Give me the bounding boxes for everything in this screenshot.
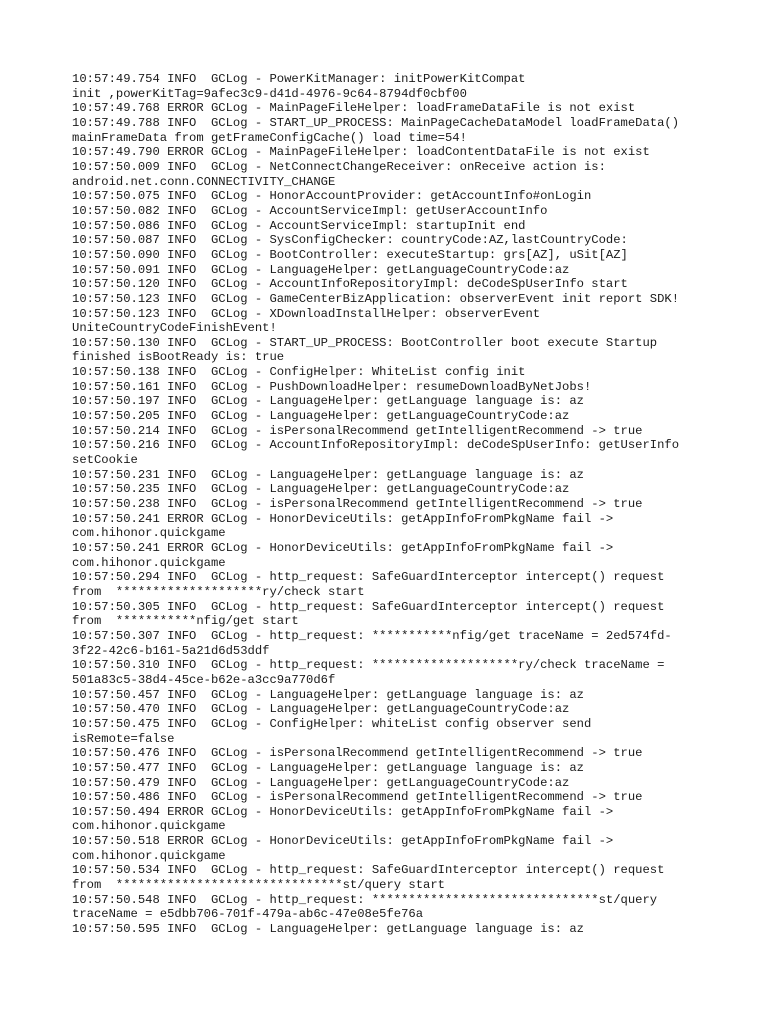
log-line: 10:57:50.205 INFO GCLog - LanguageHelper: getLanguageCountryCode:az bbox=[72, 409, 570, 424]
log-line: 10:57:50.075 INFO GCLog - HonorAccountProvider: getAccountInfo#onLogin bbox=[72, 189, 592, 204]
log-line: 10:57:50.494 ERROR GCLog - HonorDeviceUtils: getAppInfoFromPkgName fail -> bbox=[72, 804, 614, 819]
log-line: 10:57:50.294 INFO GCLog - http_request: SafeGuardInterceptor intercept() request bbox=[72, 570, 665, 585]
log-line: setCookie bbox=[72, 453, 138, 468]
log-line: 10:57:50.310 INFO GCLog - http_request: ********************ry/check traceName = bbox=[72, 658, 665, 673]
log-line: 10:57:50.241 ERROR GCLog - HonorDeviceUtils: getAppInfoFromPkgName fail -> bbox=[72, 511, 614, 526]
log-line: 10:57:50.216 INFO GCLog - AccountInfoRepositoryImpl: deCodeSpUserInfo: getUserInfo bbox=[72, 438, 680, 453]
log-line: 10:57:50.086 INFO GCLog - AccountServiceImpl: startupInit end bbox=[72, 218, 526, 233]
log-text bbox=[72, 72, 732, 937]
log-line: 10:57:49.788 INFO GCLog - START_UP_PROCESS: MainPageCacheDataModel loadFrameData() bbox=[72, 115, 680, 130]
log-line: 10:57:50.595 INFO GCLog - LanguageHelper: getLanguage language is: az bbox=[72, 922, 584, 937]
log-line: 10:57:50.090 INFO GCLog - BootController: executeStartup: grs[AZ], uSit[AZ] bbox=[72, 247, 628, 262]
log-line: 10:57:49.754 INFO GCLog - PowerKitManager: initPowerKitCompat bbox=[72, 72, 526, 86]
log-line: 10:57:50.470 INFO GCLog - LanguageHelper: getLanguageCountryCode:az bbox=[72, 702, 570, 717]
log-line: isRemote=false bbox=[72, 731, 175, 746]
log-line: 10:57:49.768 ERROR GCLog - MainPageFileHelper: loadFrameDataFile is not exist bbox=[72, 101, 636, 116]
log-document bbox=[72, 72, 732, 937]
log-line: 10:57:50.476 INFO GCLog - isPersonalRecommend getIntelligentRecommend -> true bbox=[72, 746, 643, 761]
log-line: com.hihonor.quickgame bbox=[72, 819, 226, 834]
log-line: android.net.conn.CONNECTIVITY_CHANGE bbox=[72, 174, 336, 189]
log-line: 10:57:50.161 INFO GCLog - PushDownloadHelper: resumeDownloadByNetJobs! bbox=[72, 379, 592, 394]
log-line: 10:57:50.307 INFO GCLog - http_request: ***********nfig/get traceName = 2ed574fd- bbox=[72, 628, 672, 643]
log-line: from *******************************st/query start bbox=[72, 878, 445, 893]
log-line: 10:57:50.231 INFO GCLog - LanguageHelper: getLanguage language is: az bbox=[72, 467, 584, 482]
log-line: 10:57:50.082 INFO GCLog - AccountServiceImpl: getUserAccountInfo bbox=[72, 203, 548, 218]
log-line: 10:57:50.197 INFO GCLog - LanguageHelper: getLanguage language is: az bbox=[72, 394, 584, 409]
log-line: 10:57:50.479 INFO GCLog - LanguageHelper: getLanguageCountryCode:az bbox=[72, 775, 570, 790]
log-line: UniteCountryCodeFinishEvent! bbox=[72, 321, 277, 336]
log-line: 10:57:50.009 INFO GCLog - NetConnectChangeReceiver: onReceive action is: bbox=[72, 159, 606, 174]
log-line: 10:57:50.123 INFO GCLog - XDownloadInstallHelper: observerEvent bbox=[72, 306, 541, 321]
log-line: init ,powerKitTag=9afec3c9-d41d-4976-9c64-8794df0cbf00 bbox=[72, 86, 467, 101]
log-line: 10:57:50.486 INFO GCLog - isPersonalRecommend getIntelligentRecommend -> true bbox=[72, 790, 643, 805]
log-line: 10:57:50.235 INFO GCLog - LanguageHelper: getLanguageCountryCode:az bbox=[72, 482, 570, 497]
log-line: com.hihonor.quickgame bbox=[72, 526, 226, 541]
log-line: 10:57:50.214 INFO GCLog - isPersonalRecommend getIntelligentRecommend -> true bbox=[72, 423, 643, 438]
log-line: 3f22-42c6-b161-5a21d6d53ddf bbox=[72, 643, 270, 658]
log-line: 10:57:50.534 INFO GCLog - http_request: SafeGuardInterceptor intercept() request bbox=[72, 863, 665, 878]
log-line: 10:57:50.138 INFO GCLog - ConfigHelper: WhiteList config init bbox=[72, 365, 526, 380]
log-line: mainFrameData from getFrameConfigCache() load time=54! bbox=[72, 130, 467, 145]
log-line: 10:57:50.238 INFO GCLog - isPersonalRecommend getIntelligentRecommend -> true bbox=[72, 497, 643, 512]
log-line: finished isBootReady is: true bbox=[72, 350, 285, 365]
log-line: 10:57:50.123 INFO GCLog - GameCenterBizApplication: observerEvent init report SDK! bbox=[72, 291, 680, 306]
log-line: from ********************ry/check start bbox=[72, 584, 365, 599]
log-line: 10:57:50.120 INFO GCLog - AccountInfoRepositoryImpl: deCodeSpUserInfo start bbox=[72, 277, 628, 292]
log-line: 10:57:50.548 INFO GCLog - http_request: *******************************st/query bbox=[72, 892, 658, 907]
log-line: 10:57:50.305 INFO GCLog - http_request: SafeGuardInterceptor intercept() request bbox=[72, 599, 665, 614]
log-line: 10:57:50.457 INFO GCLog - LanguageHelper: getLanguage language is: az bbox=[72, 687, 584, 702]
log-line: from ***********nfig/get start bbox=[72, 614, 299, 629]
log-line: com.hihonor.quickgame bbox=[72, 555, 226, 570]
log-line: 10:57:50.091 INFO GCLog - LanguageHelper: getLanguageCountryCode:az bbox=[72, 262, 570, 277]
log-line: 10:57:50.241 ERROR GCLog - HonorDeviceUtils: getAppInfoFromPkgName fail -> bbox=[72, 541, 614, 555]
log-line: com.hihonor.quickgame bbox=[72, 848, 226, 863]
log-line: 10:57:50.518 ERROR GCLog - HonorDeviceUtils: getAppInfoFromPkgName fail -> bbox=[72, 834, 614, 849]
log-line: 10:57:49.790 ERROR GCLog - MainPageFileHelper: loadContentDataFile is not exist bbox=[72, 145, 650, 160]
log-line: 10:57:50.477 INFO GCLog - LanguageHelper: getLanguage language is: az bbox=[72, 760, 584, 775]
log-line: 10:57:50.130 INFO GCLog - START_UP_PROCESS: BootController boot execute Startup bbox=[72, 335, 658, 350]
log-line: 10:57:50.475 INFO GCLog - ConfigHelper: whiteList config observer send bbox=[72, 716, 592, 731]
log-line: traceName = e5dbb706-701f-479a-ab6c-47e08e5fe76a bbox=[72, 907, 424, 922]
log-line: 10:57:50.087 INFO GCLog - SysConfigChecker: countryCode:AZ,lastCountryCode: bbox=[72, 233, 628, 248]
log-line: 501a83c5-38d4-45ce-b62e-a3cc9a770d6f bbox=[72, 672, 336, 687]
